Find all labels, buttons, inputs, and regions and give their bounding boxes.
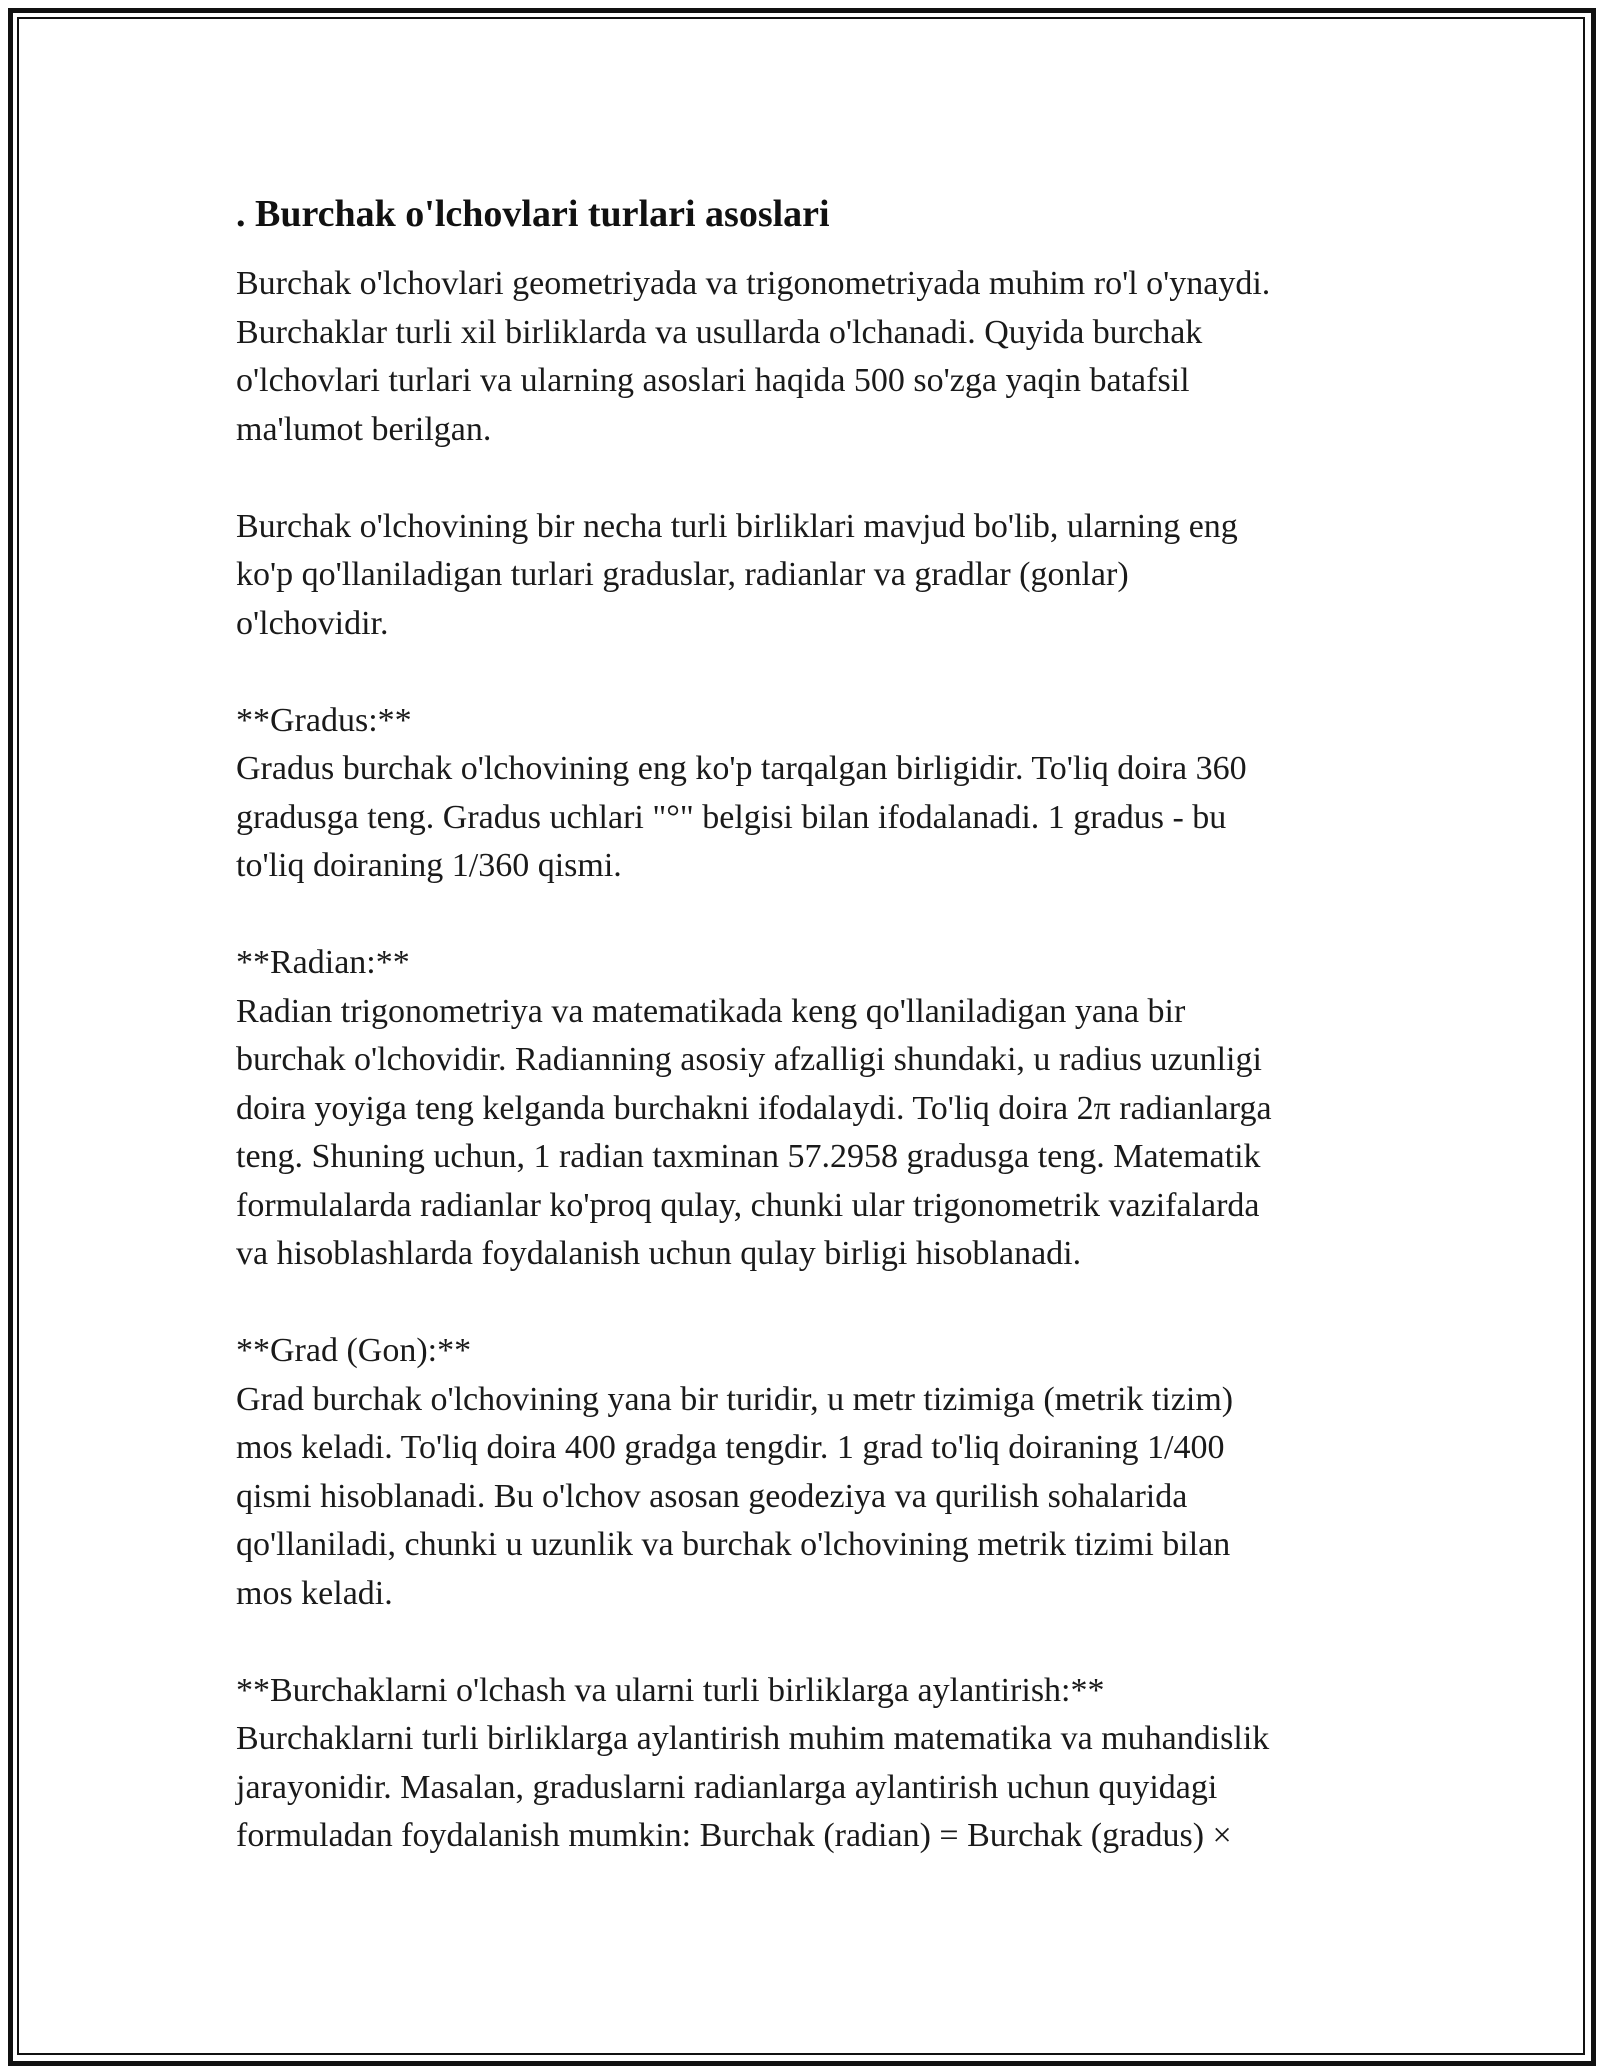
text-line: Burchaklar turli xil birliklarda va usullarda o'lchanadi. Quyida burchak	[236, 313, 1203, 351]
text-line: Burchak o'lchovlari geometriyada va trigonometriyada muhim ro'l o'ynaydi.	[236, 265, 1271, 302]
text-line: qo'llaniladi, chunki u uzunlik va burchak o'lchovining metrik tizimi bilan	[236, 1526, 1231, 1563]
text-line: Burchak o'lchovining bir necha turli birliklari mavjud bo'lib, ularning eng	[236, 507, 1238, 545]
text-line: Gradus burchak o'lchovining eng ko'p tarqalgan birligidir. To'liq doira 360	[236, 750, 1247, 787]
text-line: to'liq doiraning 1/360 qismi.	[236, 847, 622, 884]
text-line: ma'lumot berilgan.	[236, 410, 492, 448]
text-line: Grad burchak o'lchovining yana bir turidir, u metr tizimiga (metrik tizim)	[236, 1380, 1234, 1418]
text-line: formuladan foydalanish mumkin: Burchak (radian) = Burchak (gradus) ×	[236, 1817, 1232, 1854]
section-heading-gradus: **Gradus:**	[236, 701, 412, 739]
section-heading-grad-gon: **Grad (Gon):**	[236, 1332, 472, 1369]
text-line: jarayonidir. Masalan, graduslarni radianlarga aylantirish uchun quyidagi	[236, 1768, 1218, 1806]
section-heading-radian: **Radian:**	[236, 944, 410, 981]
text-line: mos keladi.	[236, 1574, 393, 1612]
text-line: teng. Shuning uchun, 1 radian taxminan 57.2958 gradusga teng. Matematik	[236, 1138, 1261, 1175]
document-page	[236, 190, 1386, 1909]
paragraph-radian	[236, 939, 1386, 1279]
text-line: mos keladi. To'liq doira 400 gradga tengdir. 1 grad to'liq doiraning 1/400	[236, 1429, 1225, 1466]
text-line: qismi hisoblanadi. Bu o'lchov asosan geodeziya va qurilish sohalarida	[236, 1477, 1188, 1515]
paragraph-intro	[236, 260, 1386, 454]
text-line: Radian trigonometriya va matematikada keng qo'llaniladigan yana bir	[236, 992, 1186, 1030]
text-line: burchak o'lchovidir. Radianning asosiy afzalligi shundaki, u radius uzunligi	[236, 1041, 1262, 1078]
section-heading-conversion: **Burchaklarni o'lchash va ularni turli birliklarga aylantirish:**	[236, 1671, 1105, 1709]
text-line: ko'p qo'llaniladigan turlari graduslar, radianlar va gradlar (gonlar)	[236, 556, 1129, 593]
text-line: formulalarda radianlar ko'proq qulay, chunki ular trigonometrik vazifalarda	[236, 1186, 1260, 1224]
paragraph-conversion	[236, 1667, 1386, 1861]
text-line: gradusga teng. Gradus uchlari "°" belgisi bilan ifodalanadi. 1 gradus - bu	[236, 798, 1227, 836]
text-line: o'lchovidir.	[236, 604, 389, 642]
text-line: doira yoyiga teng kelganda burchakni ifodalaydi. To'liq doira 2π radianlarga	[236, 1089, 1272, 1127]
document-title: . Burchak o'lchovlari turlari asoslari	[236, 193, 830, 235]
paragraph-units-overview	[236, 503, 1386, 649]
paragraph-gradus	[236, 697, 1386, 891]
text-line: o'lchovlari turlari va ularning asoslari haqida 500 so'zga yaqin batafsil	[236, 362, 1190, 399]
text-line: va hisoblashlarda foydalanish uchun qulay birligi hisoblanadi.	[236, 1235, 1082, 1272]
text-line: Burchaklarni turli birliklarga aylantirish muhim matematika va muhandislik	[236, 1720, 1270, 1757]
paragraph-grad-gon	[236, 1327, 1386, 1618]
